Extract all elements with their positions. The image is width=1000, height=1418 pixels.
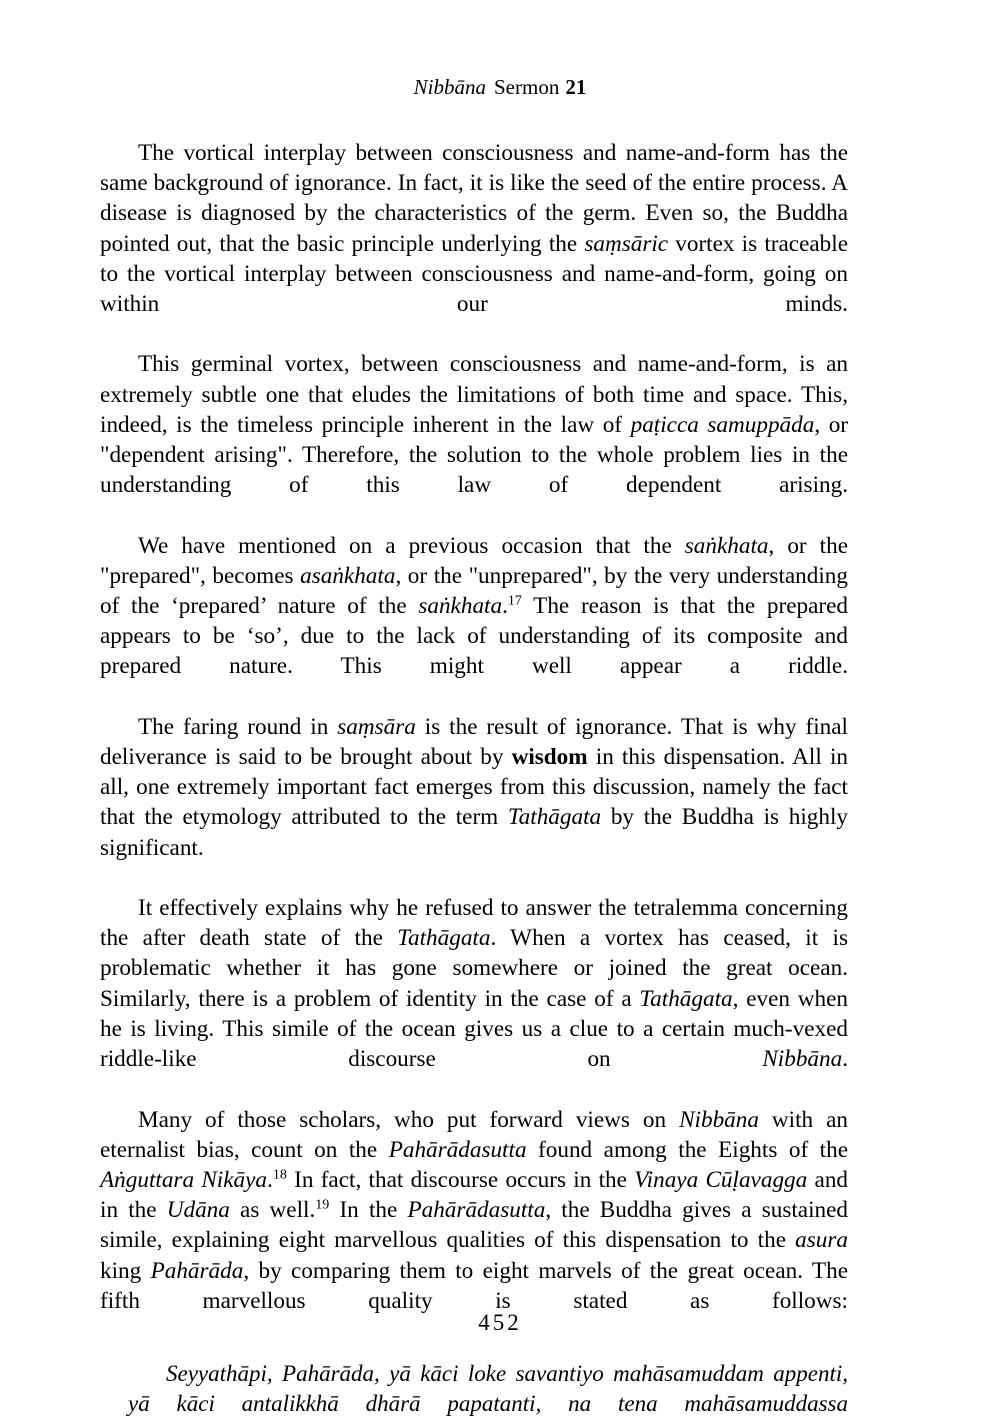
text-run: The reason is that the prepared appears to be ‘so’, due to the lack of understanding of its composite and prepared nature. This might well appear a riddle. <box>100 593 848 680</box>
italic-run: Pahārādasutta <box>407 1197 546 1224</box>
page-number: 452 <box>478 1310 522 1335</box>
text-run: , or the "unprepared", by the very understanding of the ‘prepared’ nature of the <box>100 562 848 620</box>
footnote-reference[interactable]: 17 <box>507 593 522 609</box>
text-run: king <box>100 1257 151 1284</box>
text-run: , or the "prepared", becomes <box>100 532 848 589</box>
text-run: found among the Eights of the <box>526 1136 848 1163</box>
italic-run: Tathāgata <box>507 804 602 831</box>
text-run: It effectively explains why he refused to answer the tetralemma concerning the after death state of the <box>100 895 848 952</box>
running-head <box>0 74 1000 100</box>
italic-run: asura <box>795 1227 848 1254</box>
text-run: in this dispensation. All in all, one extremely important fact emerges from this discussion, namely the fact that the etymology attributed to the term <box>100 744 848 831</box>
text-run: Many of those scholars, who put forward views on <box>138 1106 680 1133</box>
italic-run: saṃsāric <box>584 230 669 257</box>
text-run: as well. <box>229 1197 316 1224</box>
text-run: . <box>842 1046 848 1073</box>
italic-run: saṃsāra <box>337 713 416 740</box>
italic-run: Vinaya Cūḷavagga <box>634 1166 808 1193</box>
italic-run: Tathāgata <box>397 925 491 952</box>
italic-run: Nibbāna <box>679 1106 759 1133</box>
italic-run: paṭicca samuppāda <box>630 411 815 438</box>
footnote-reference[interactable]: 19 <box>315 1197 330 1213</box>
running-head-label: Sermon <box>494 75 560 99</box>
italic-run: saṅkhata <box>418 593 503 620</box>
italic-run: Pahārāda <box>150 1257 244 1284</box>
italic-run: asaṅkhata <box>300 562 396 589</box>
text-run: by the Buddha is highly significant. <box>100 804 849 861</box>
text-run: vortex is traceable to the vortical interplay between consciousness and name-and-form, going on within our minds. <box>100 230 848 318</box>
text-run: , the Buddha gives a sustained simile, explaining eight marvellous qualities of this dispensation to the <box>100 1197 849 1254</box>
text-run: . <box>267 1166 273 1193</box>
text-run: . <box>502 593 508 620</box>
footnote-reference[interactable]: 18 <box>272 1167 287 1183</box>
paragraph-1 <box>100 138 848 349</box>
running-head-title: Nibbāna <box>413 75 486 99</box>
paragraph-4 <box>100 712 848 893</box>
bold-run: wisdom <box>511 744 588 771</box>
text-run: and in the <box>100 1166 849 1224</box>
text-run: with an eternalist bias, count on the <box>100 1106 848 1163</box>
text-run: . When a vortex has ceased, it is problematic whether it has gone somewhere or joined the great ocean. Similarly, there is a problem of identity in the case of a <box>100 925 848 1012</box>
paragraph-3 <box>100 531 848 712</box>
paragraph-2 <box>100 349 848 530</box>
text-run: The vortical interplay between consciousness and name-and-form has the same background of ignorance. In fact, it is like the seed of the entire process. A disease is diagnosed by the characteristics of the germ. Even so, the Buddha pointed out, that the basic principle underlying the <box>100 140 848 257</box>
italic-run: Tathāgata <box>639 985 733 1012</box>
italic-run: Udāna <box>166 1197 230 1224</box>
italic-run: Pahārādasutta <box>388 1136 527 1163</box>
running-head-number: 21 <box>565 75 587 99</box>
text-run: , even when he is living. This simile of the ocean gives us a clue to a certain much-vexed riddle-like discourse on <box>100 985 848 1073</box>
text-run: This germinal vortex, between consciousness and name-and-form, is an extremely subtle one that eludes the limitations of both time and space. This, indeed, is the timeless principle inherent in the law of <box>100 351 848 438</box>
body-text-block <box>100 138 848 1418</box>
text-run: , or "dependent arising". Therefore, the solution to the whole problem lies in the understanding of this law of dependent arising. <box>100 411 849 499</box>
italic-run: Aṅguttara Nikāya <box>100 1166 268 1193</box>
text-run: , by comparing them to eight marvels of the great ocean. The fifth marvellous quality is stated as follows: <box>100 1257 848 1314</box>
pali-block-quotation: Seyyathāpi, Pahārāda, yā kāci loke savantiyo mahāsamuddam appenti, yā kāci antalikkhā dhārā papatanti, na tena mahāsamuddassa <box>128 1361 848 1417</box>
italic-run: Nibbāna <box>762 1046 843 1073</box>
text-run: The faring round in <box>138 713 338 740</box>
text-run: We have mentioned on a previous occasion that the <box>138 532 685 559</box>
text-run: is the result of ignorance. That is why final deliverance is said to be brought about by <box>100 713 848 771</box>
italic-run: saṅkhata <box>684 532 769 559</box>
text-run: In fact, that discourse occurs in the <box>286 1166 635 1193</box>
paragraph-5 <box>100 893 848 1104</box>
text-run: In the <box>329 1197 408 1224</box>
